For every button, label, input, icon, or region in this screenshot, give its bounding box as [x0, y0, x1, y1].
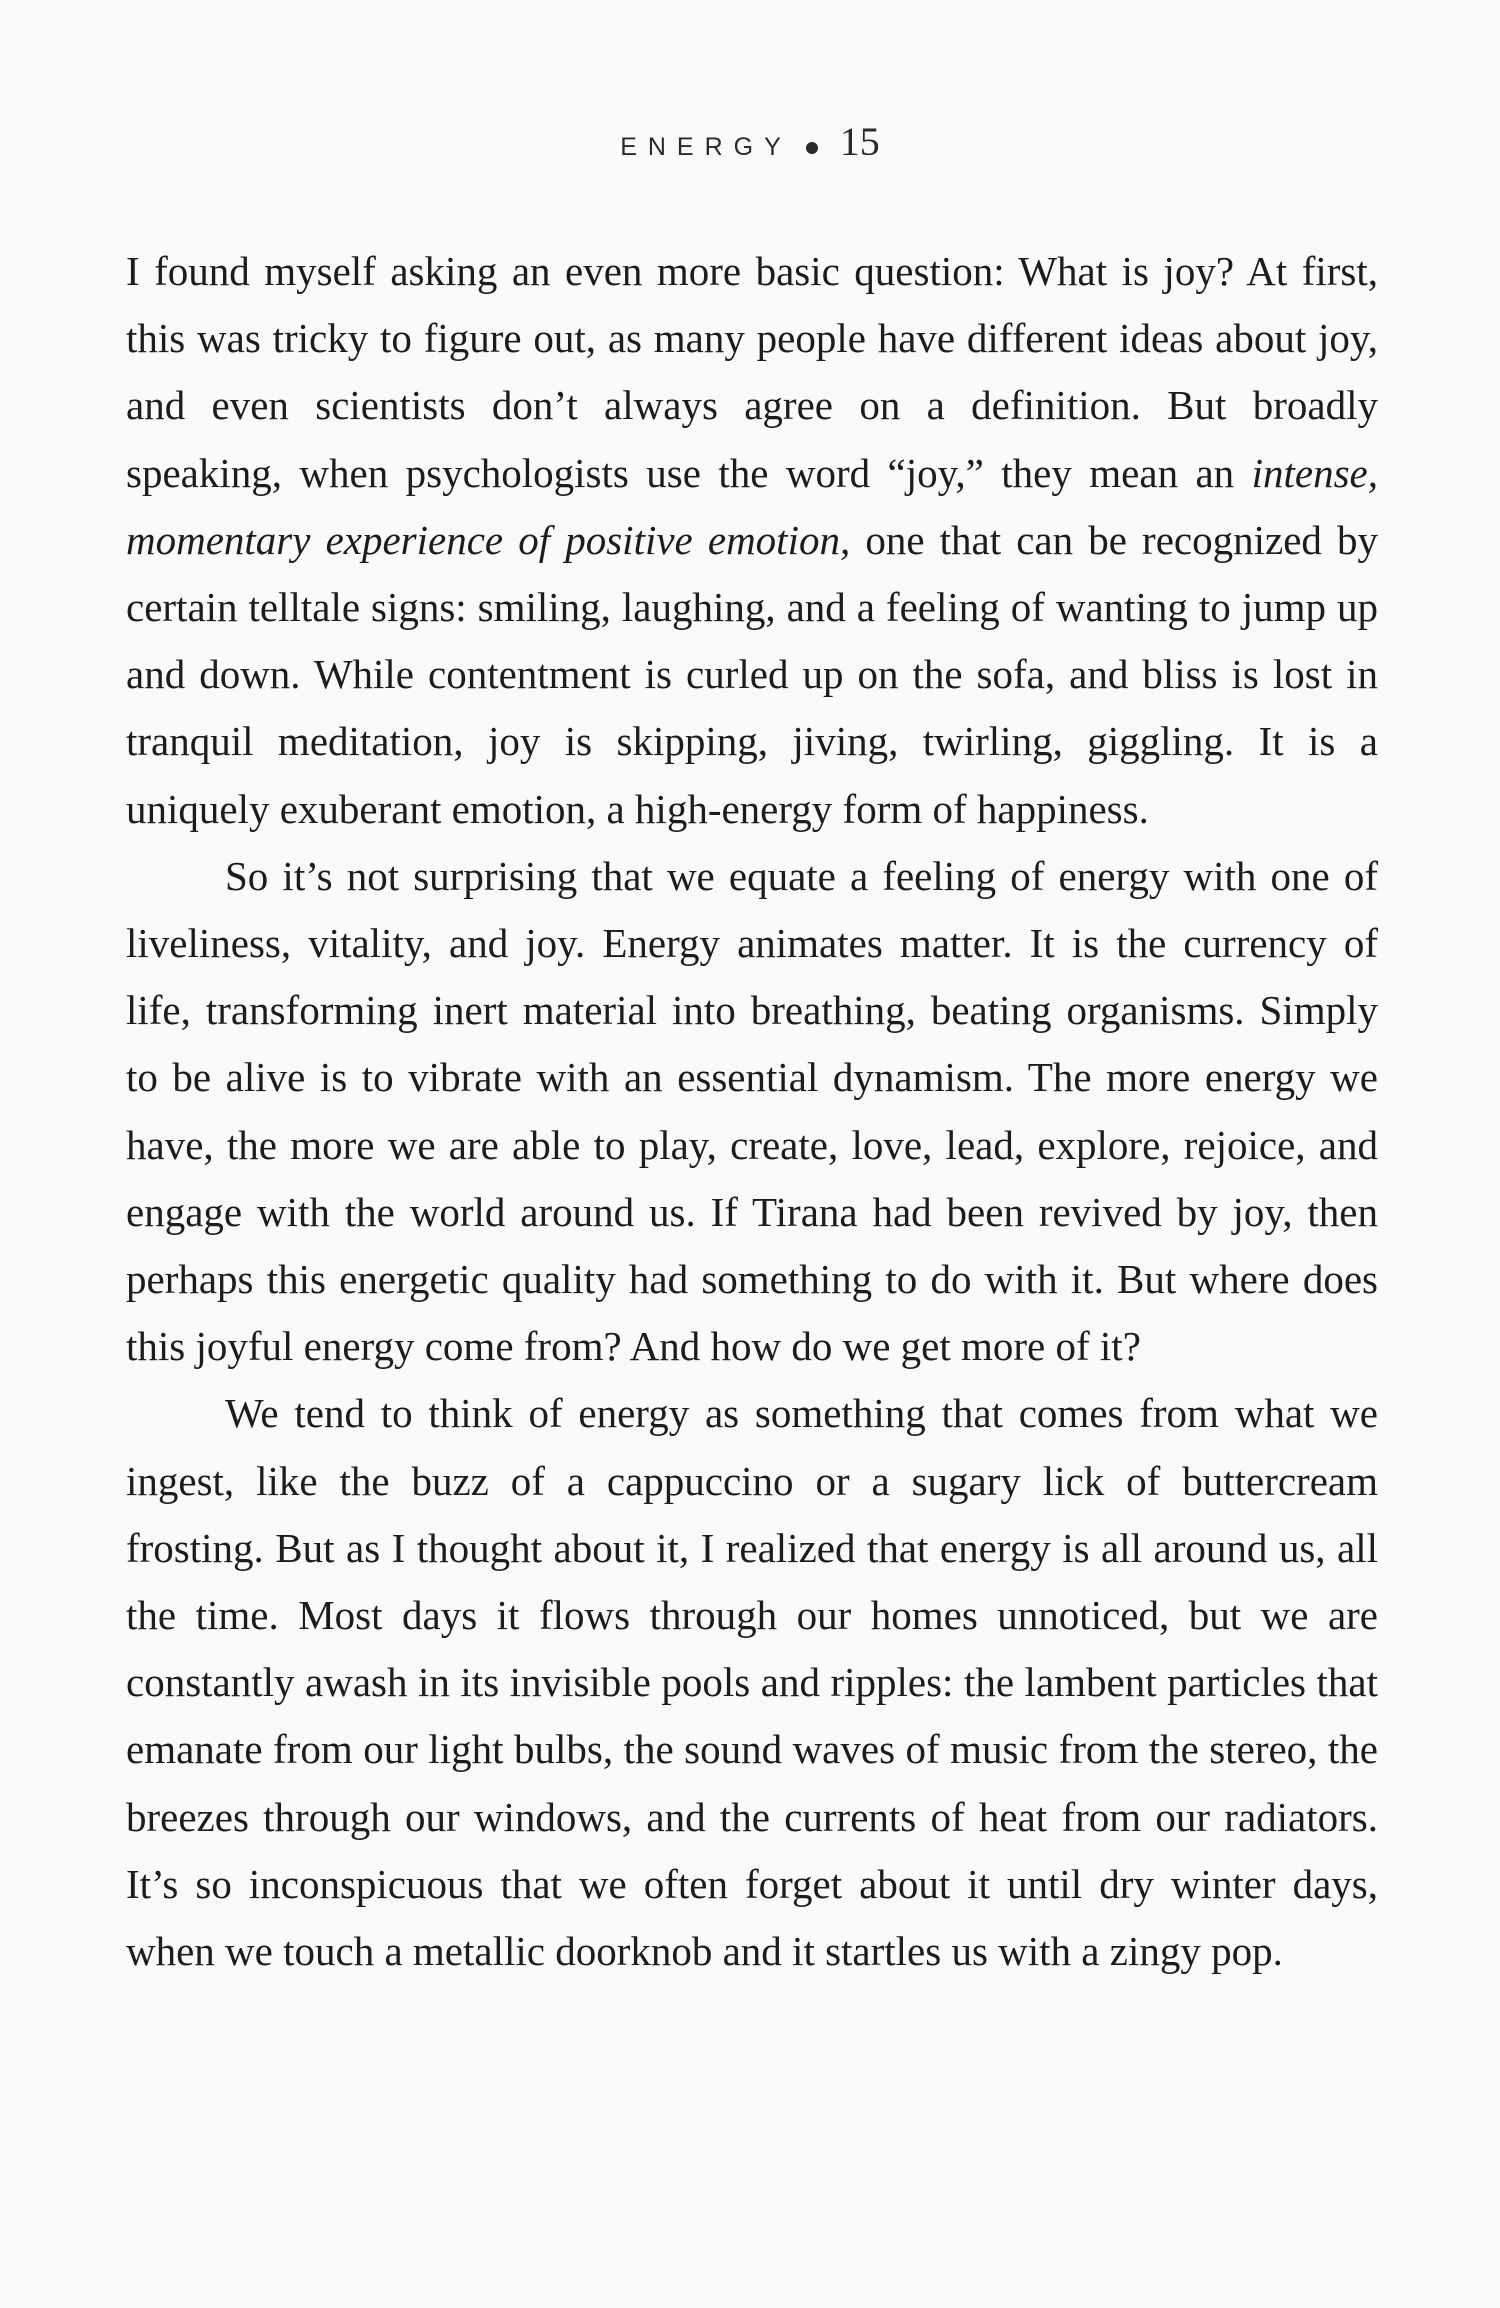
- paragraph-1-text-end: one that can be recognized by certain telltale signs: smiling, laughing, and a feeling of wanting to jump up and down. While contentment is curled up on the sofa, and bliss is lost in tranquil meditation, joy is skipping, jiving, twirling, giggling. It is a uniquely exuberant emotion, a high-energy form of happiness.: [126, 516, 1379, 832]
- running-header: [0, 118, 1500, 165]
- paragraph-2: So it’s not surprising that we equate a feeling of energy with one of liveliness, vitality, and joy. Energy animates matter. It is the currency of life, transforming inert material into breathing, beating organisms. Simply to be alive is to vibrate with an essential dynamism. The more energy we have, the more we are able to play, create, love, lead, explore, rejoice, and engage with the world around us. If Tirana had been revived by joy, then perhaps this energetic quality had something to do with it. But where does this joyful energy come from? And how do we get more of it?: [126, 852, 1378, 1370]
- paragraph-1-text-start: I found myself asking an even more basic question: What is joy? At first, this was tricky to figure out, as many people have different ideas about joy, and even scientists don’t always agree on a definition. But broadly speaking, when psychologists use the word “joy,” they mean an: [126, 248, 1378, 496]
- paragraph-1: [126, 238, 1378, 843]
- body-text: [126, 238, 1378, 1985]
- page-number: 15: [839, 119, 880, 164]
- paragraph-1-italic-phrase: intense, momentary experience of positive emotion,: [126, 449, 1378, 563]
- paragraph-3: We tend to think of energy as something that comes from what we ingest, like the buzz of a cappuccino or a sugary lick of buttercream frosting. But as I thought about it, I realized that energy is all around us, all the time. Most days it flows through our homes unnoticed, but we are constantly awash in its invisible pools and ripples: the lambent particles that emanate from our light bulbs, the sound waves of music from the stereo, the breezes through our windows, and the currents of heat from our radiators. It’s so inconspicuous that we often forget about it until dry winter days, when we touch a metallic doorknob and it startles us with a zingy pop.: [126, 1390, 1378, 1975]
- section-title: ENERGY: [620, 133, 792, 161]
- bullet-separator-icon: [806, 142, 818, 154]
